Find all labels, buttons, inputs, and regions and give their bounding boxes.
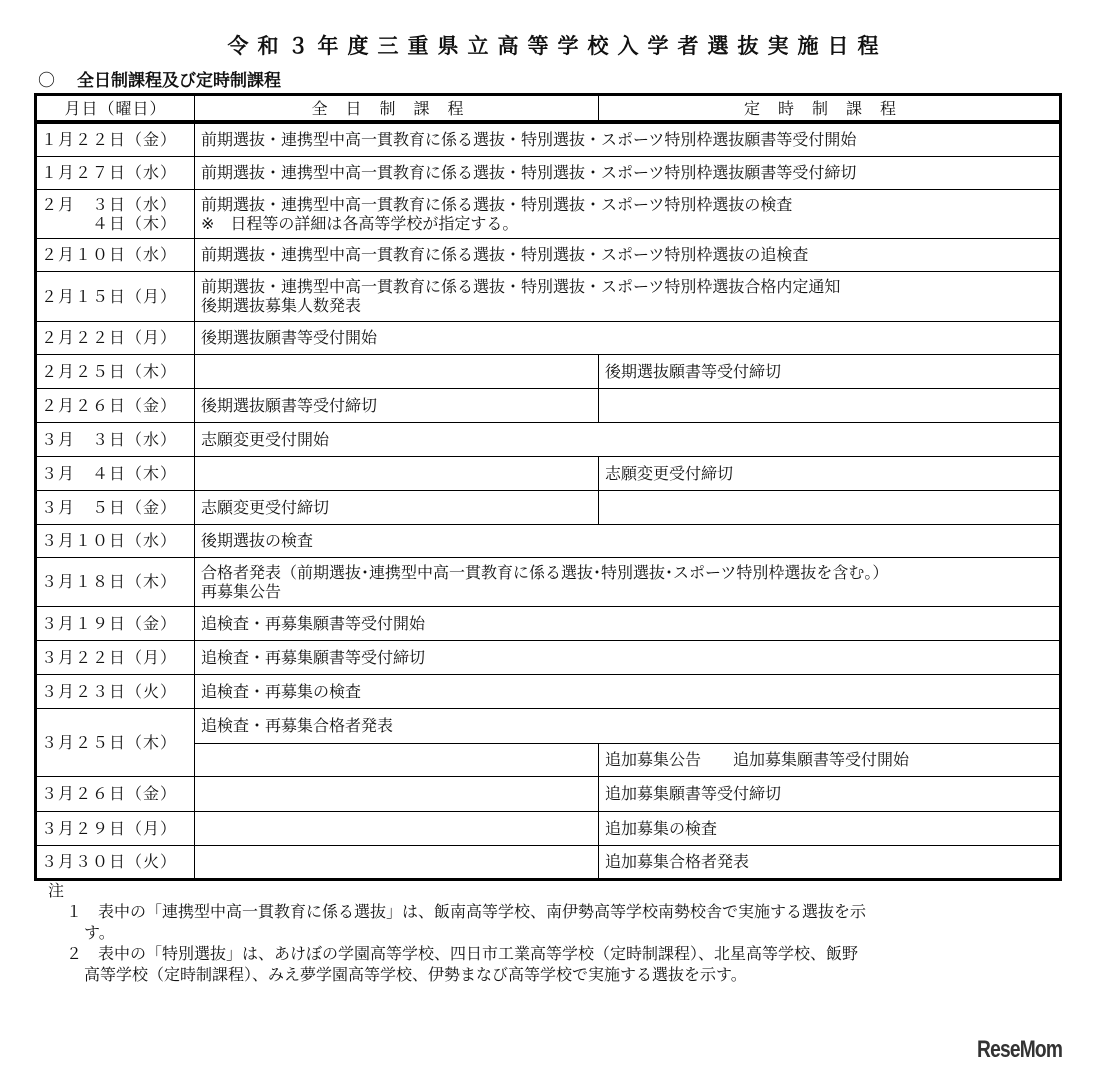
note-text: 表中の「特別選抜」は、あけぼの学園高等学校、四日市工業高等学校（定時制課程）、北星高等学校、飯野 <box>98 944 859 963</box>
cell-text: ２月１０日（水） <box>41 245 178 264</box>
cell-text: 前期選抜・連携型中高一貫教育に係る選抜・特別選抜・スポーツ特別枠選抜の検査 <box>201 194 793 214</box>
date-cell <box>36 776 195 811</box>
note-item <box>48 943 866 964</box>
parttime-cell <box>599 811 1061 845</box>
fulltime-cell <box>195 456 599 490</box>
fulltime-and-parttime-cell <box>195 122 1061 156</box>
header-fulltime: 全日制課程 <box>195 95 599 123</box>
table-header-row <box>36 95 1061 123</box>
parttime-cell <box>599 456 1061 490</box>
date-cell <box>36 354 195 388</box>
fulltime-and-parttime-cell <box>195 640 1061 674</box>
cell-text: 追検査・再募集合格者発表 <box>201 716 394 735</box>
date-cell <box>36 606 195 640</box>
date-cell <box>36 122 195 156</box>
fulltime-and-parttime-cell <box>195 708 1061 743</box>
table-row <box>36 422 1061 456</box>
cell-text: ３月２５日（木） <box>41 732 178 752</box>
cell-text: 前期選抜・連携型中高一貫教育に係る選抜・特別選抜・スポーツ特別枠選抜合格内定通知 <box>201 277 841 296</box>
date-cell <box>36 156 195 189</box>
fulltime-and-parttime-cell <box>195 189 1061 238</box>
cell-text: ３月３０日（火） <box>41 852 178 871</box>
date-cell <box>36 557 195 606</box>
cell-text: ２月２５日（木） <box>41 361 178 381</box>
parttime-cell <box>599 845 1061 879</box>
table-row <box>36 388 1061 422</box>
cell-text: ３月１９日（金） <box>41 613 178 633</box>
cell-text: ３月１０日（水） <box>41 531 178 550</box>
note-number: ２ <box>66 944 83 963</box>
header-date: 月日（曜日） <box>36 95 195 123</box>
fulltime-and-parttime-cell <box>195 238 1061 271</box>
cell-text: 後期選抜募集人数発表 <box>201 296 362 315</box>
cell-text: ２月 ３日（水） <box>41 194 178 214</box>
notes-heading: 注 <box>48 881 65 900</box>
fulltime-cell <box>195 845 599 879</box>
note-continuation: す。 <box>84 923 115 942</box>
cell-text: 追検査・再募集の検査 <box>201 681 362 701</box>
cell-text: ２月１５日（月） <box>41 286 178 306</box>
table-row <box>36 606 1061 640</box>
cell-text: 志願変更受付締切 <box>605 463 734 483</box>
parttime-cell <box>599 354 1061 388</box>
fulltime-and-parttime-cell <box>195 422 1061 456</box>
cell-text: 前期選抜・連携型中高一貫教育に係る選抜・特別選抜・スポーツ特別枠選抜願書等受付開始 <box>201 130 857 150</box>
section-heading <box>38 66 281 91</box>
cell-text: 追加募集公告 追加募集願書等受付開始 <box>605 750 910 769</box>
table-row <box>36 708 1061 743</box>
date-cell <box>36 640 195 674</box>
parttime-cell <box>599 490 1061 524</box>
note-continuation: 高等学校（定時制課程）、みえ夢学園高等学校、伊勢まなび高等学校で実施する選抜を示す。 <box>84 965 747 984</box>
cell-text: ※ 日程等の詳細は各高等学校が指定する。 <box>201 213 519 233</box>
parttime-cell <box>599 776 1061 811</box>
cell-text: ４日（木） <box>41 213 178 233</box>
cell-text: ２月２６日（金） <box>41 395 178 415</box>
cell-text: ３月１８日（木） <box>41 572 178 591</box>
cell-text: ３月 ４日（木） <box>41 463 178 483</box>
fulltime-and-parttime-cell <box>195 271 1061 321</box>
fulltime-cell <box>195 776 599 811</box>
cell-text: 追検査・再募集願書等受付締切 <box>201 647 426 667</box>
resemom-logo: ReseMom <box>977 1036 1063 1063</box>
cell-text: 前期選抜・連携型中高一貫教育に係る選抜・特別選抜・スポーツ特別枠選抜願書等受付締切 <box>201 163 857 182</box>
fulltime-and-parttime-cell <box>195 674 1061 708</box>
table-row <box>36 321 1061 354</box>
date-cell <box>36 189 195 238</box>
cell-text: 志願変更受付開始 <box>201 429 330 449</box>
table-row <box>36 156 1061 189</box>
note-text: 表中の「連携型中高一貫教育に係る選抜」は、飯南高等学校、南伊勢高等学校南勢校舎で実施する選抜を示 <box>98 902 867 921</box>
schedule-table <box>34 93 1062 881</box>
table-row <box>36 845 1061 879</box>
document-title: 令和３年度三重県立高等学校入学者選抜実施日程 <box>227 34 888 58</box>
table-row <box>36 811 1061 845</box>
fulltime-and-parttime-cell <box>195 156 1061 189</box>
section-heading-text: 全日制課程及び定時制課程 <box>77 71 281 91</box>
cell-text: 志願変更受付締切 <box>201 497 330 517</box>
cell-text: ３月２３日（火） <box>41 681 178 701</box>
cell-text: 後期選抜の検査 <box>201 531 314 550</box>
circle-bullet-icon: 〇 <box>38 71 55 91</box>
cell-text: 合格者発表（前期選抜･連携型中高一貫教育に係る選抜･特別選抜･スポーツ特別枠選抜を含む。） <box>201 562 889 582</box>
fulltime-and-parttime-cell <box>195 606 1061 640</box>
table-row <box>36 674 1061 708</box>
table-row <box>36 238 1061 271</box>
table-row <box>36 640 1061 674</box>
date-cell <box>36 708 195 776</box>
cell-text: 後期選抜願書等受付開始 <box>201 328 378 347</box>
note-number: １ <box>66 902 83 921</box>
fulltime-cell <box>195 354 599 388</box>
note-item <box>48 901 866 922</box>
fulltime-cell <box>195 490 599 524</box>
fulltime-cell <box>195 811 599 845</box>
table-row <box>36 189 1061 238</box>
header-parttime: 定時制課程 <box>599 95 1061 123</box>
date-cell <box>36 422 195 456</box>
notes <box>48 880 866 985</box>
fulltime-and-parttime-cell <box>195 321 1061 354</box>
date-cell <box>36 811 195 845</box>
date-cell <box>36 845 195 879</box>
cell-text: 追加募集の検査 <box>605 818 718 838</box>
date-cell <box>36 388 195 422</box>
cell-text: 前期選抜・連携型中高一貫教育に係る選抜・特別選抜・スポーツ特別枠選抜の追検査 <box>201 245 809 264</box>
table-row <box>36 490 1061 524</box>
table-row <box>36 557 1061 606</box>
cell-text: １月２２日（金） <box>41 130 178 150</box>
fulltime-and-parttime-cell <box>195 524 1061 557</box>
table-row <box>36 776 1061 811</box>
cell-text: 追加募集合格者発表 <box>605 852 750 871</box>
fulltime-cell <box>195 743 599 776</box>
cell-text: 追加募集願書等受付締切 <box>605 784 782 803</box>
cell-text: 後期選抜願書等受付締切 <box>605 361 782 381</box>
date-cell <box>36 321 195 354</box>
table-row <box>36 271 1061 321</box>
cell-text: ３月２６日（金） <box>41 784 178 803</box>
fulltime-and-parttime-cell <box>195 557 1061 606</box>
cell-text: １月２７日（水） <box>41 163 178 182</box>
cell-text: ２月２２日（月） <box>41 328 178 347</box>
date-cell <box>36 674 195 708</box>
parttime-cell <box>599 388 1061 422</box>
cell-text: ３月２２日（月） <box>41 647 178 667</box>
date-cell <box>36 238 195 271</box>
date-cell <box>36 456 195 490</box>
cell-text: 再募集公告 <box>201 581 282 601</box>
parttime-cell <box>599 743 1061 776</box>
date-cell <box>36 490 195 524</box>
cell-text: 後期選抜願書等受付締切 <box>201 395 378 415</box>
cell-text: ３月２９日（月） <box>41 818 178 838</box>
date-cell <box>36 524 195 557</box>
fulltime-cell <box>195 388 599 422</box>
cell-text: 追検査・再募集願書等受付開始 <box>201 613 426 633</box>
table-row <box>36 524 1061 557</box>
table-row <box>36 456 1061 490</box>
table-row <box>36 354 1061 388</box>
date-cell <box>36 271 195 321</box>
cell-text: ３月 ５日（金） <box>41 497 178 517</box>
table-row <box>36 122 1061 156</box>
cell-text: ３月 ３日（水） <box>41 429 178 449</box>
